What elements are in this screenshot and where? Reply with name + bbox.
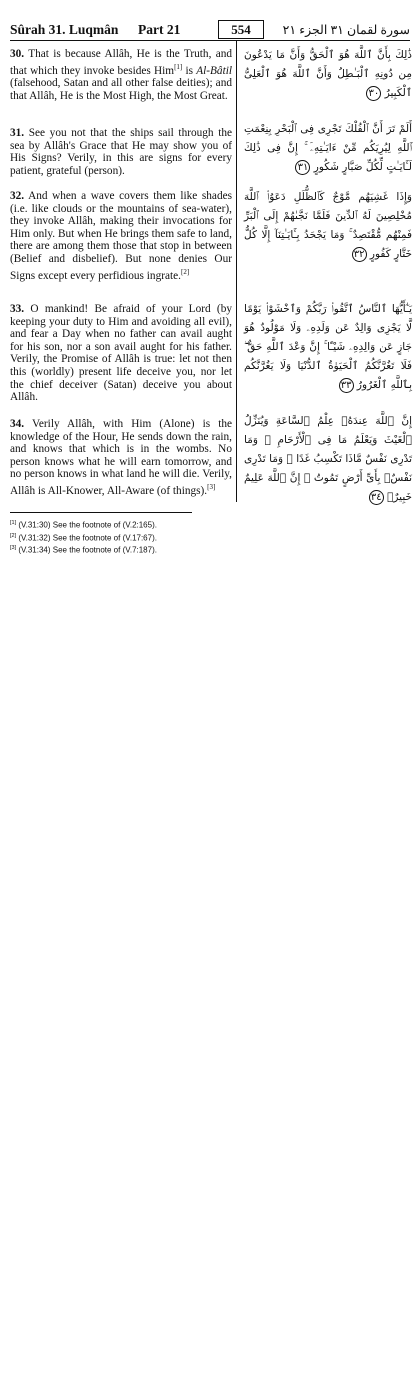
footnote-divider [10, 512, 192, 513]
verse-34: 34. Verily Allâh, with Him (Alone) is the knowledge of the Hour, He sends down the rain, and knows that which is in the wombs. No person knows what he will earn tomorrow, and no person knows in what land he will die. Verily, Allâh is All-Knower, All-Aware (of things).[3] [10, 418, 232, 497]
arabic-verse-34: إِنَّ ٱللَّهَ عِندَهُۥ عِلْمُ ٱلسَّاعَةِ وَيُنَزِّلُ ٱلْغَيْثَ وَيَعْلَمُ مَا فِى ٱلْأَرْحَامِ ۖ وَمَا تَدْرِى نَفْسٌ مَّاذَا تَكْسِبُ غَدًا ۖ وَمَا تَدْرِى نَفْسٌۢ بِأَىِّ أَرْضٍ تَمُوتُ ۚ إِنَّ ٱللَّهَ عَلِيمٌ خَبِيرٌۢ ٣٤ [244, 415, 412, 503]
footnotes [10, 518, 310, 556]
footnote-2: [2] (V.31:32) See the footnote of (V.17:67). [10, 532, 157, 543]
verse-33: 33. O mankind! Be afraid of your Lord (by keeping your duty to Him and avoiding all evil), and fear a Day when no father can avail aught for his son, nor a son avail aught for his father. Verily, the Promise of Allâh is true: let not then this (worldly) present life deceive you, nor let the chief deceiver (Satan) deceive you about Allâh. [10, 303, 232, 404]
footnote-ref: [2] [180, 267, 190, 276]
footnote-ref: [3] [207, 482, 216, 491]
verse-end-icon: ٣٤ [369, 490, 384, 505]
verse-end-icon: ٣١ [295, 160, 310, 175]
arabic-verse-31: أَلَمْ تَرَ أَنَّ ٱلْفُلْكَ تَجْرِى فِى ٱلْبَحْرِ بِنِعْمَتِ ٱللَّهِ لِيُرِيَكُم مِّنْ ءَايَـٰتِهِۦٓ ۚ إِنَّ فِى ذَٰلِكَ لَـَٔايَـٰتٍ لِّكُلِّ صَبَّارٍ شَكُورٍ ٣١ [244, 123, 412, 173]
arabic-header: سورة لقمان ٣١ الجزء ٢١ [282, 23, 410, 37]
footnote-ref: [1] [174, 62, 183, 71]
verse-end-icon: ٣٢ [352, 247, 367, 262]
verse-end-icon: ٣٣ [339, 378, 354, 393]
page-number: 554 [218, 20, 264, 39]
verse-32: 32. And when a wave covers them like shades (i.e. like clouds or the mountains of sea-water), they invoke Allâh, making their invocations for Him only. But when He brings them safe to land, there are among them those that stop in between (Belief and disbelief). But none denies Our Signs except every perfidious ingrate.[2] [10, 190, 232, 282]
arabic-verse-32: وَإِذَا غَشِيَهُم مَّوْجٌ كَٱلظُّلَلِ دَعَوُا۟ ٱللَّهَ مُخْلِصِينَ لَهُ ٱلدِّينَ فَلَمَّا نَجَّىٰهُمْ إِلَى ٱلْبَرِّ فَمِنْهُم مُّقْتَصِدٌ ۚ وَمَا يَجْحَدُ بِـَٔايَـٰتِنَآ إِلَّا كُلُّ خَتَّارٍ كَفُورٍ ٣٢ [244, 191, 412, 260]
arabic-verse-33: يَـٰٓأَيُّهَا ٱلنَّاسُ ٱتَّقُوا۟ رَبَّكُمْ وَٱخْشَوْا۟ يَوْمًا لَّا يَجْزِى وَالِدٌ عَن وَلَدِهِۦ وَلَا مَوْلُودٌ هُوَ جَازٍ عَن وَالِدِهِۦ شَيْـًٔا ۚ إِنَّ وَعْدَ ٱللَّهِ حَقٌّ ۖ فَلَا تَغُرَّنَّكُمُ ٱلْحَيَوٰةُ ٱلدُّنْيَا وَلَا يَغُرَّنَّكُم بِٱللَّهِ ٱلْغَرُورُ ٣٣ [244, 303, 412, 391]
verse-31: 31. See you not that the ships sail through the sea by Allâh's Grace that He may show you of His Signs? Verily, in this are signs for every patient, grateful (person). [10, 127, 232, 177]
column-divider [236, 40, 237, 502]
header-divider [10, 40, 410, 41]
surah-title: Sûrah 31. Luqmân [10, 22, 119, 37]
footnote-1: [1] (V.31:30) See the footnote of (V.2:165). [10, 520, 157, 530]
verse-end-icon: ٣٠ [366, 86, 381, 101]
arabic-verse-30: ذَٰلِكَ بِأَنَّ ٱللَّهَ هُوَ ٱلْحَقُّ وَأَنَّ مَا يَدْعُونَ مِن دُونِهِ ٱلْبَـٰطِلُ وَأَنَّ ٱللَّهَ هُوَ ٱلْعَلِىُّ ٱلْكَبِيرُ ٣٠ [244, 49, 412, 99]
footnote-3: [3] (V.31:34) See the footnote of (V.7:187). [10, 545, 157, 555]
part-label: Part 21 [138, 22, 181, 37]
verse-30: 30. That is because Allâh, He is the Truth, and that which they invoke besides Him[1] is Al-Bâtil (falsehood, Satan and all other false deities); and that Allâh, He is the Most High, the Most Great. [10, 48, 232, 102]
page-header [10, 22, 410, 40]
